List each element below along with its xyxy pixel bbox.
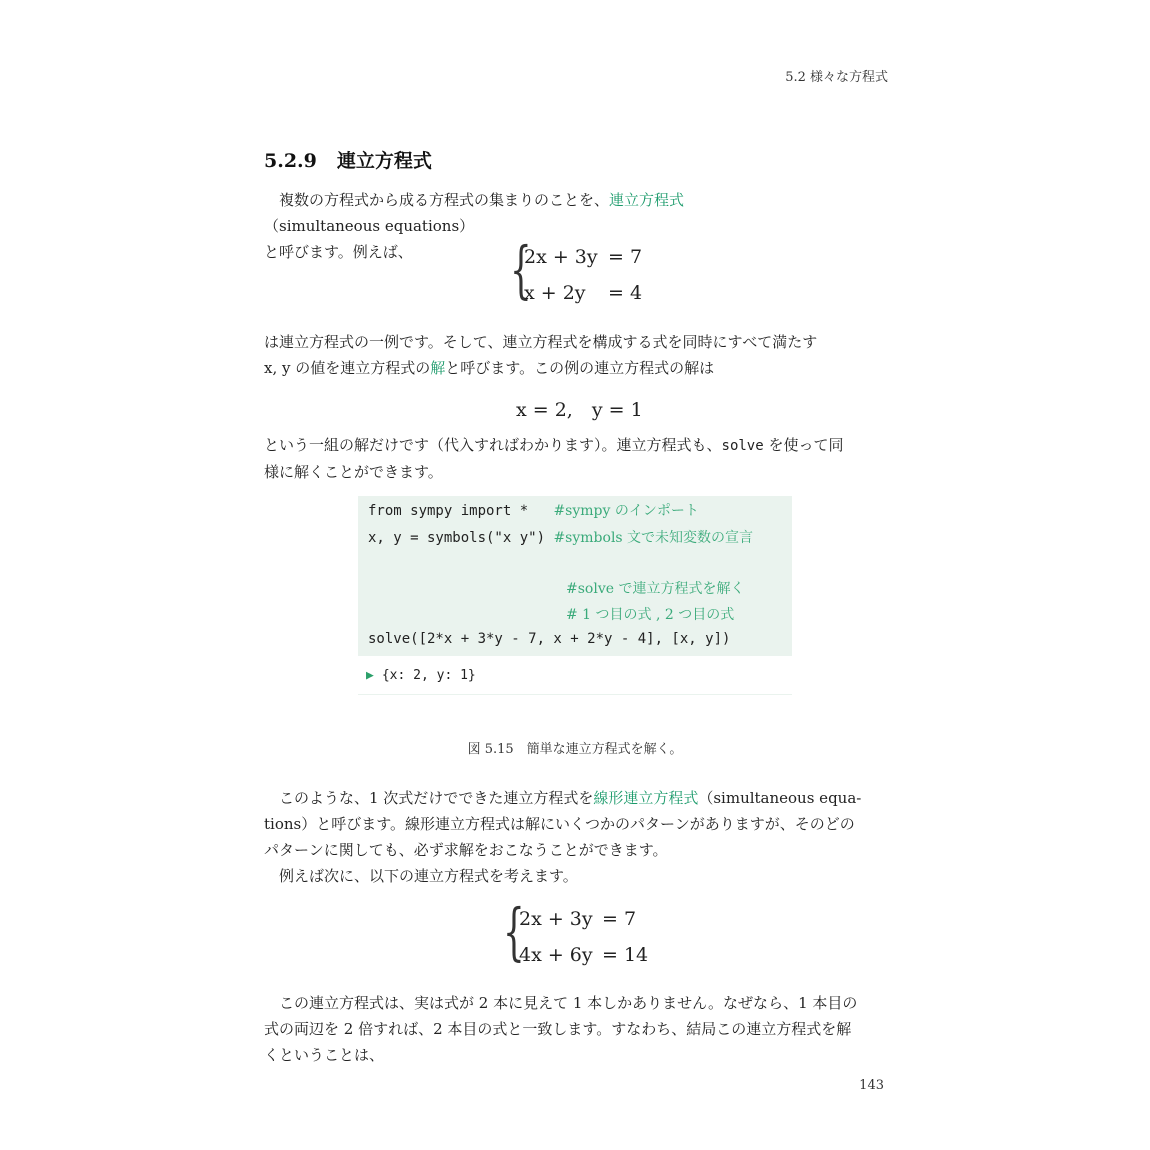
code-comment-3: #solve で連立方程式を解く: [566, 581, 745, 597]
eq1-row2-rhs: = 4: [608, 282, 643, 304]
paragraph-4: [264, 785, 888, 889]
p4-text: このような、1 次式だけでできた連立方程式を: [264, 789, 594, 807]
code-comment: #sympy のインポート: [553, 503, 699, 519]
output-divider: [358, 694, 792, 695]
eq2-row2-lhs: 4x + 6y: [519, 944, 593, 966]
section-heading: [264, 146, 432, 173]
paragraph-5: [264, 990, 888, 1068]
p5-line2: 式の両辺を 2 倍すれば、2 本目の式と一致します。すなわち、結局この連立方程式を解: [264, 1020, 852, 1038]
section-number: 5.2.9: [264, 150, 317, 172]
paragraph-3: [264, 432, 888, 485]
figure-caption: 図 5.15 簡単な連立方程式を解く。: [467, 742, 683, 757]
section-title: 連立方程式: [336, 150, 432, 172]
code-line-1: [368, 500, 699, 520]
eq1-row1-rhs: = 7: [608, 246, 643, 268]
code-text: x, y = symbols("x y"): [368, 530, 546, 546]
paragraph-2: [264, 329, 888, 381]
code-output: [366, 668, 476, 683]
eq1-row1-lhs: 2x + 3y: [524, 246, 598, 268]
term-linear-simultaneous-equations: 線形連立方程式: [593, 789, 699, 807]
p1-english: （simultaneous equations）: [264, 217, 475, 235]
code-comment: #symbols 文で未知変数の宣言: [553, 530, 754, 546]
eq1-row2-lhs: x + 2y: [524, 282, 586, 304]
p4-line2: tions）と呼びます。線形連立方程式は解にいくつかのパターンがありますが、そのどの: [264, 815, 855, 833]
running-header: 5.2 様々な方程式: [785, 70, 888, 85]
eq2-row2-rhs: = 14: [602, 944, 649, 966]
p4-line4: 例えば次に、以下の連立方程式を考えます。: [264, 867, 578, 885]
p2-line1: は連立方程式の一例です。そして、連立方程式を構成する式を同時にすべて満たす: [264, 333, 818, 351]
solution-equation: x = 2, y = 1: [516, 399, 643, 421]
p3-text: という一組の解だけです（代入すればわかります）。連立方程式も、: [264, 436, 722, 454]
p2-text-post: と呼びます。この例の連立方程式の解は: [445, 359, 715, 377]
output-text: {x: 2, y: 1}: [381, 668, 476, 683]
p4-line3: パターンに関しても、必ず求解をおこなうことができます。: [264, 841, 668, 859]
p3-line2: 様に解くことができます。: [264, 463, 443, 481]
term-simultaneous-equations: 連立方程式: [609, 191, 685, 209]
code-text: from sympy import *: [368, 503, 546, 519]
p4-english: （simultaneous equa-: [698, 789, 862, 807]
left-brace-1: {: [510, 233, 532, 306]
output-arrow-icon: ▶: [366, 668, 374, 683]
code-comment-4: # 1 つ目の式 , 2 つ目の式: [566, 607, 735, 623]
code-line-2: [368, 527, 753, 547]
inline-code-solve: solve: [721, 438, 764, 454]
left-brace-2: {: [503, 895, 525, 968]
p5-line1: この連立方程式は、実は式が 2 本に見えて 1 本しかありません。なぜなら、1 本目の: [264, 994, 858, 1012]
page-number: 143: [859, 1078, 884, 1093]
code-line-5: solve([2*x + 3*y - 7, x + 2*y - 4], [x, y]): [368, 631, 731, 647]
p1-text: 複数の方程式から成る方程式の集まりのことを、: [264, 191, 610, 209]
p1-line2: と呼びます。例えば、: [264, 243, 413, 261]
p5-line3: くということは、: [264, 1046, 385, 1064]
p2-text: x, y の値を連立方程式の: [264, 359, 431, 377]
eq2-row1-rhs: = 7: [602, 908, 637, 930]
p3-text-post: を使って同: [763, 436, 844, 454]
term-solution: 解: [430, 359, 446, 377]
eq2-row1-lhs: 2x + 3y: [519, 908, 593, 930]
